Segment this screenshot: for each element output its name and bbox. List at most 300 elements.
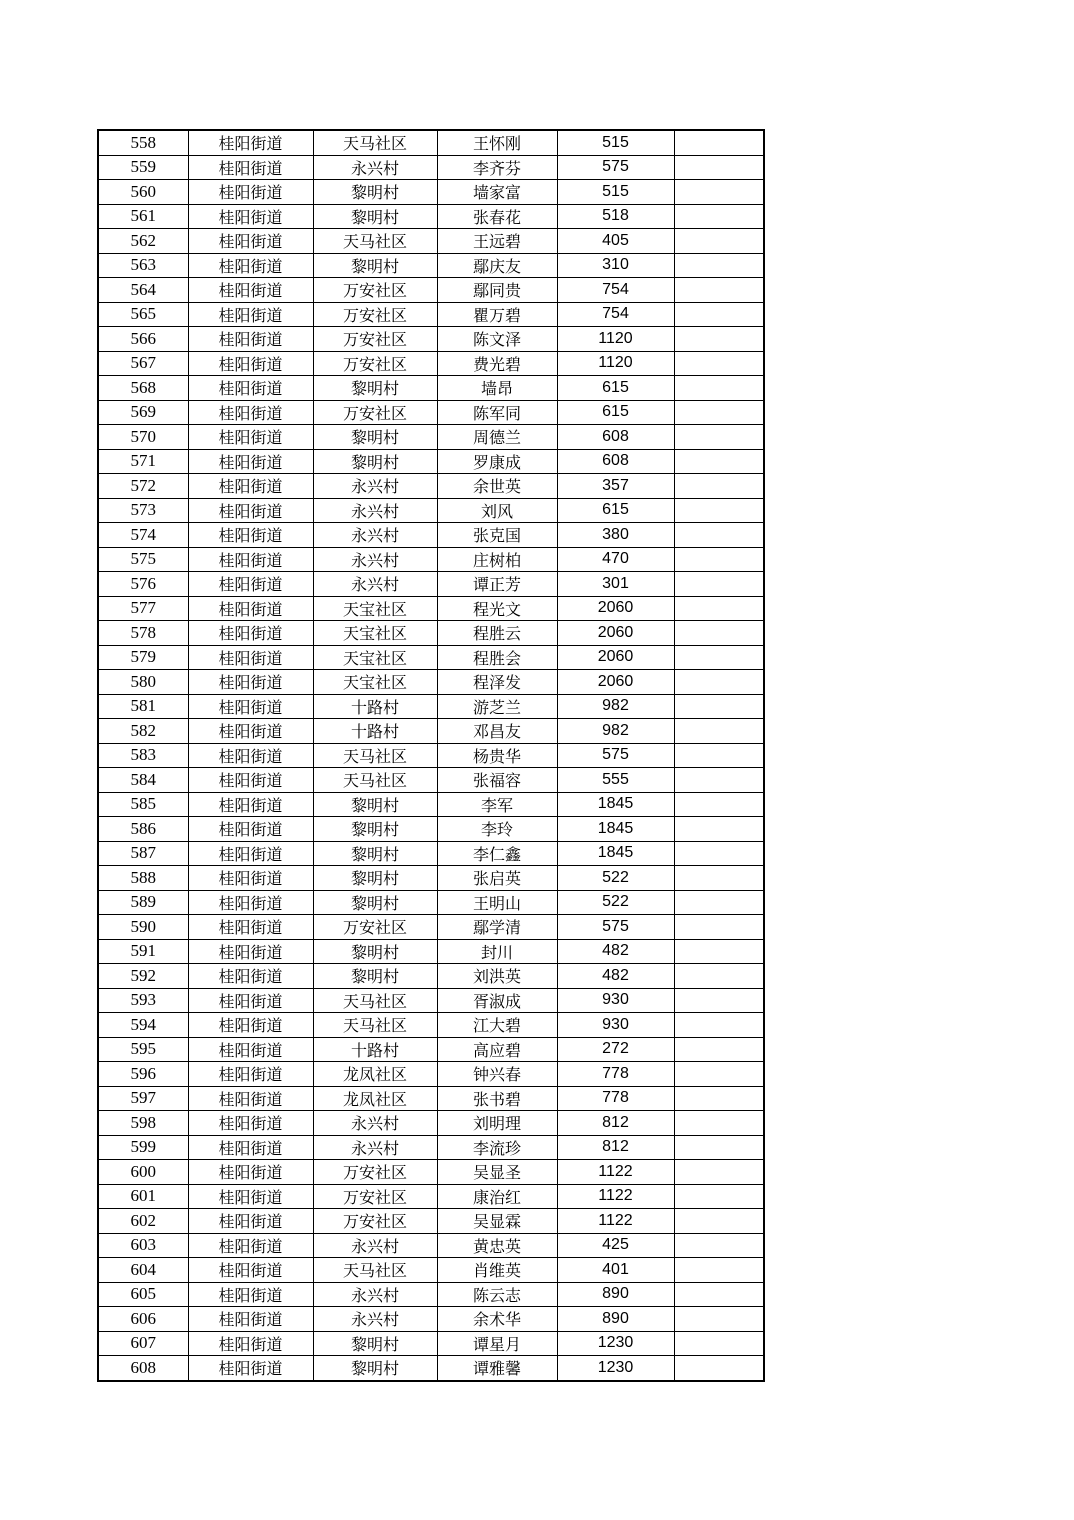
table-row [98, 425, 764, 450]
amount-cell: 982 [557, 719, 674, 744]
row-number-cell: 601 [98, 1184, 188, 1209]
note-cell [674, 229, 764, 254]
community-cell: 天宝社区 [313, 670, 437, 695]
table-row [98, 939, 764, 964]
table-row [98, 1258, 764, 1283]
street-cell: 桂阳街道 [188, 400, 313, 425]
note-cell [674, 1111, 764, 1136]
street-cell: 桂阳街道 [188, 1160, 313, 1185]
street-cell: 桂阳街道 [188, 817, 313, 842]
note-cell [674, 327, 764, 352]
table-row [98, 1037, 764, 1062]
table-row [98, 474, 764, 499]
row-number-cell: 600 [98, 1160, 188, 1185]
row-number-cell: 582 [98, 719, 188, 744]
table-row [98, 523, 764, 548]
table-row [98, 719, 764, 744]
street-cell: 桂阳街道 [188, 1111, 313, 1136]
street-cell: 桂阳街道 [188, 1331, 313, 1356]
note-cell [674, 1331, 764, 1356]
street-cell: 桂阳街道 [188, 964, 313, 989]
row-number-cell: 603 [98, 1233, 188, 1258]
note-cell [674, 621, 764, 646]
amount-cell: 482 [557, 964, 674, 989]
table-row [98, 1356, 764, 1381]
community-cell: 黎明村 [313, 449, 437, 474]
amount-cell: 890 [557, 1282, 674, 1307]
amount-cell: 522 [557, 866, 674, 891]
community-cell: 天马社区 [313, 988, 437, 1013]
name-cell: 陈军同 [437, 400, 557, 425]
street-cell: 桂阳街道 [188, 1209, 313, 1234]
amount-cell: 778 [557, 1086, 674, 1111]
street-cell: 桂阳街道 [188, 498, 313, 523]
row-number-cell: 571 [98, 449, 188, 474]
amount-cell: 310 [557, 253, 674, 278]
community-cell: 十路村 [313, 694, 437, 719]
table-row [98, 302, 764, 327]
amount-cell: 2060 [557, 645, 674, 670]
row-number-cell: 563 [98, 253, 188, 278]
community-cell: 龙凤社区 [313, 1062, 437, 1087]
table-row [98, 1086, 764, 1111]
table-row [98, 229, 764, 254]
street-cell: 桂阳街道 [188, 1184, 313, 1209]
note-cell [674, 1209, 764, 1234]
street-cell: 桂阳街道 [188, 1307, 313, 1332]
name-cell: 封川 [437, 939, 557, 964]
table-row [98, 1111, 764, 1136]
name-cell: 吴显霖 [437, 1209, 557, 1234]
row-number-cell: 566 [98, 327, 188, 352]
table-row [98, 572, 764, 597]
row-number-cell: 574 [98, 523, 188, 548]
row-number-cell: 594 [98, 1013, 188, 1038]
amount-cell: 2060 [557, 596, 674, 621]
amount-cell: 518 [557, 204, 674, 229]
community-cell: 天马社区 [313, 1013, 437, 1038]
name-cell: 李仁鑫 [437, 841, 557, 866]
note-cell [674, 572, 764, 597]
row-number-cell: 607 [98, 1331, 188, 1356]
street-cell: 桂阳街道 [188, 1258, 313, 1283]
community-cell: 黎明村 [313, 204, 437, 229]
note-cell [674, 1356, 764, 1381]
row-number-cell: 597 [98, 1086, 188, 1111]
note-cell [674, 449, 764, 474]
street-cell: 桂阳街道 [188, 1233, 313, 1258]
note-cell [674, 130, 764, 155]
table-row [98, 180, 764, 205]
note-cell [674, 743, 764, 768]
community-cell: 万安社区 [313, 400, 437, 425]
community-cell: 万安社区 [313, 1209, 437, 1234]
row-number-cell: 564 [98, 278, 188, 303]
community-cell: 天宝社区 [313, 596, 437, 621]
name-cell: 高应碧 [437, 1037, 557, 1062]
community-cell: 永兴村 [313, 474, 437, 499]
row-number-cell: 565 [98, 302, 188, 327]
note-cell [674, 596, 764, 621]
amount-cell: 575 [557, 155, 674, 180]
table-row [98, 1135, 764, 1160]
name-cell: 吴显圣 [437, 1160, 557, 1185]
amount-cell: 1122 [557, 1184, 674, 1209]
name-cell: 王怀刚 [437, 130, 557, 155]
row-number-cell: 591 [98, 939, 188, 964]
row-number-cell: 562 [98, 229, 188, 254]
table-row [98, 866, 764, 891]
amount-cell: 754 [557, 278, 674, 303]
amount-cell: 2060 [557, 670, 674, 695]
note-cell [674, 498, 764, 523]
amount-cell: 812 [557, 1111, 674, 1136]
street-cell: 桂阳街道 [188, 866, 313, 891]
note-cell [674, 1062, 764, 1087]
note-cell [674, 890, 764, 915]
community-cell: 天宝社区 [313, 621, 437, 646]
community-cell: 万安社区 [313, 1184, 437, 1209]
row-number-cell: 569 [98, 400, 188, 425]
community-cell: 永兴村 [313, 1282, 437, 1307]
community-cell: 黎明村 [313, 792, 437, 817]
note-cell [674, 1184, 764, 1209]
street-cell: 桂阳街道 [188, 204, 313, 229]
table-row [98, 817, 764, 842]
amount-cell: 930 [557, 988, 674, 1013]
community-cell: 黎明村 [313, 1356, 437, 1381]
row-number-cell: 579 [98, 645, 188, 670]
street-cell: 桂阳街道 [188, 474, 313, 499]
name-cell: 胥淑成 [437, 988, 557, 1013]
amount-cell: 425 [557, 1233, 674, 1258]
amount-cell: 615 [557, 376, 674, 401]
note-cell [674, 1135, 764, 1160]
community-cell: 永兴村 [313, 1135, 437, 1160]
name-cell: 李军 [437, 792, 557, 817]
name-cell: 李玲 [437, 817, 557, 842]
name-cell: 鄢庆友 [437, 253, 557, 278]
street-cell: 桂阳街道 [188, 841, 313, 866]
row-number-cell: 606 [98, 1307, 188, 1332]
table-row [98, 327, 764, 352]
row-number-cell: 592 [98, 964, 188, 989]
community-cell: 万安社区 [313, 278, 437, 303]
note-cell [674, 1258, 764, 1283]
community-cell: 十路村 [313, 719, 437, 744]
amount-cell: 575 [557, 743, 674, 768]
note-cell [674, 792, 764, 817]
name-cell: 张福容 [437, 768, 557, 793]
name-cell: 周德兰 [437, 425, 557, 450]
name-cell: 刘明理 [437, 1111, 557, 1136]
note-cell [674, 253, 764, 278]
street-cell: 桂阳街道 [188, 719, 313, 744]
note-cell [674, 719, 764, 744]
note-cell [674, 547, 764, 572]
community-cell: 黎明村 [313, 1331, 437, 1356]
name-cell: 余世英 [437, 474, 557, 499]
table-row [98, 621, 764, 646]
street-cell: 桂阳街道 [188, 670, 313, 695]
community-cell: 万安社区 [313, 302, 437, 327]
name-cell: 张克国 [437, 523, 557, 548]
name-cell: 鄢学清 [437, 915, 557, 940]
amount-cell: 405 [557, 229, 674, 254]
community-cell: 黎明村 [313, 253, 437, 278]
amount-cell: 1230 [557, 1331, 674, 1356]
row-number-cell: 567 [98, 351, 188, 376]
community-cell: 龙凤社区 [313, 1086, 437, 1111]
name-cell: 张启英 [437, 866, 557, 891]
table-row [98, 743, 764, 768]
community-cell: 天马社区 [313, 768, 437, 793]
street-cell: 桂阳街道 [188, 449, 313, 474]
row-number-cell: 599 [98, 1135, 188, 1160]
community-cell: 永兴村 [313, 1233, 437, 1258]
row-number-cell: 561 [98, 204, 188, 229]
name-cell: 李齐芬 [437, 155, 557, 180]
name-cell: 谭星月 [437, 1331, 557, 1356]
table-row [98, 1307, 764, 1332]
note-cell [674, 1037, 764, 1062]
community-cell: 天宝社区 [313, 645, 437, 670]
amount-cell: 615 [557, 498, 674, 523]
row-number-cell: 573 [98, 498, 188, 523]
row-number-cell: 598 [98, 1111, 188, 1136]
table-row [98, 841, 764, 866]
community-cell: 永兴村 [313, 155, 437, 180]
amount-cell: 555 [557, 768, 674, 793]
name-cell: 程泽发 [437, 670, 557, 695]
name-cell: 江大碧 [437, 1013, 557, 1038]
name-cell: 刘风 [437, 498, 557, 523]
community-cell: 天马社区 [313, 1258, 437, 1283]
street-cell: 桂阳街道 [188, 1356, 313, 1381]
community-cell: 永兴村 [313, 523, 437, 548]
table-row [98, 376, 764, 401]
community-cell: 天马社区 [313, 229, 437, 254]
table-row [98, 1282, 764, 1307]
note-cell [674, 351, 764, 376]
row-number-cell: 608 [98, 1356, 188, 1381]
name-cell: 谭雅馨 [437, 1356, 557, 1381]
amount-cell: 982 [557, 694, 674, 719]
street-cell: 桂阳街道 [188, 915, 313, 940]
row-number-cell: 604 [98, 1258, 188, 1283]
community-cell: 黎明村 [313, 376, 437, 401]
name-cell: 罗康成 [437, 449, 557, 474]
street-cell: 桂阳街道 [188, 130, 313, 155]
note-cell [674, 964, 764, 989]
street-cell: 桂阳街道 [188, 1135, 313, 1160]
name-cell: 费光碧 [437, 351, 557, 376]
table-row [98, 204, 764, 229]
street-cell: 桂阳街道 [188, 988, 313, 1013]
note-cell [674, 670, 764, 695]
name-cell: 杨贵华 [437, 743, 557, 768]
amount-cell: 890 [557, 1307, 674, 1332]
name-cell: 谭正芳 [437, 572, 557, 597]
street-cell: 桂阳街道 [188, 792, 313, 817]
table-row [98, 694, 764, 719]
amount-cell: 515 [557, 130, 674, 155]
street-cell: 桂阳街道 [188, 768, 313, 793]
community-cell: 黎明村 [313, 841, 437, 866]
name-cell: 程胜云 [437, 621, 557, 646]
note-cell [674, 841, 764, 866]
amount-cell: 608 [557, 449, 674, 474]
table-row [98, 130, 764, 155]
table-row [98, 964, 764, 989]
amount-cell: 1845 [557, 792, 674, 817]
table-row [98, 1062, 764, 1087]
street-cell: 桂阳街道 [188, 1062, 313, 1087]
street-cell: 桂阳街道 [188, 425, 313, 450]
table-row [98, 768, 764, 793]
table-body [98, 130, 764, 1381]
row-number-cell: 605 [98, 1282, 188, 1307]
street-cell: 桂阳街道 [188, 694, 313, 719]
community-cell: 十路村 [313, 1037, 437, 1062]
table-row [98, 449, 764, 474]
amount-cell: 401 [557, 1258, 674, 1283]
table-row [98, 253, 764, 278]
amount-cell: 272 [557, 1037, 674, 1062]
note-cell [674, 376, 764, 401]
note-cell [674, 400, 764, 425]
street-cell: 桂阳街道 [188, 743, 313, 768]
amount-cell: 1122 [557, 1209, 674, 1234]
street-cell: 桂阳街道 [188, 1037, 313, 1062]
street-cell: 桂阳街道 [188, 1013, 313, 1038]
amount-cell: 1120 [557, 327, 674, 352]
name-cell: 陈文泽 [437, 327, 557, 352]
note-cell [674, 204, 764, 229]
community-cell: 黎明村 [313, 180, 437, 205]
community-cell: 黎明村 [313, 890, 437, 915]
table-row [98, 988, 764, 1013]
note-cell [674, 278, 764, 303]
note-cell [674, 1233, 764, 1258]
note-cell [674, 1160, 764, 1185]
amount-cell: 522 [557, 890, 674, 915]
row-number-cell: 586 [98, 817, 188, 842]
table-row [98, 498, 764, 523]
community-cell: 万安社区 [313, 351, 437, 376]
name-cell: 瞿万碧 [437, 302, 557, 327]
street-cell: 桂阳街道 [188, 351, 313, 376]
name-cell: 陈云志 [437, 1282, 557, 1307]
note-cell [674, 694, 764, 719]
note-cell [674, 1307, 764, 1332]
row-number-cell: 593 [98, 988, 188, 1013]
note-cell [674, 1086, 764, 1111]
amount-cell: 515 [557, 180, 674, 205]
amount-cell: 608 [557, 425, 674, 450]
name-cell: 张书碧 [437, 1086, 557, 1111]
street-cell: 桂阳街道 [188, 939, 313, 964]
street-cell: 桂阳街道 [188, 155, 313, 180]
row-number-cell: 585 [98, 792, 188, 817]
table-row [98, 1209, 764, 1234]
row-number-cell: 595 [98, 1037, 188, 1062]
table-row [98, 596, 764, 621]
name-cell: 王明山 [437, 890, 557, 915]
amount-cell: 301 [557, 572, 674, 597]
table-row [98, 1331, 764, 1356]
row-number-cell: 584 [98, 768, 188, 793]
table-row [98, 915, 764, 940]
amount-cell: 930 [557, 1013, 674, 1038]
table-row [98, 1160, 764, 1185]
table-row [98, 670, 764, 695]
community-cell: 黎明村 [313, 425, 437, 450]
note-cell [674, 768, 764, 793]
community-cell: 永兴村 [313, 1307, 437, 1332]
name-cell: 刘洪英 [437, 964, 557, 989]
table-row [98, 155, 764, 180]
row-number-cell: 583 [98, 743, 188, 768]
amount-cell: 1230 [557, 1356, 674, 1381]
row-number-cell: 577 [98, 596, 188, 621]
street-cell: 桂阳街道 [188, 645, 313, 670]
amount-cell: 380 [557, 523, 674, 548]
row-number-cell: 589 [98, 890, 188, 915]
row-number-cell: 568 [98, 376, 188, 401]
amount-cell: 1122 [557, 1160, 674, 1185]
note-cell [674, 1282, 764, 1307]
community-cell: 万安社区 [313, 915, 437, 940]
note-cell [674, 915, 764, 940]
community-cell: 天马社区 [313, 130, 437, 155]
row-number-cell: 559 [98, 155, 188, 180]
amount-cell: 575 [557, 915, 674, 940]
amount-cell: 1845 [557, 817, 674, 842]
table-row [98, 645, 764, 670]
name-cell: 邓昌友 [437, 719, 557, 744]
amount-cell: 754 [557, 302, 674, 327]
name-cell: 张春花 [437, 204, 557, 229]
street-cell: 桂阳街道 [188, 180, 313, 205]
table-row [98, 351, 764, 376]
note-cell [674, 817, 764, 842]
street-cell: 桂阳街道 [188, 890, 313, 915]
street-cell: 桂阳街道 [188, 621, 313, 646]
note-cell [674, 645, 764, 670]
amount-cell: 1845 [557, 841, 674, 866]
row-number-cell: 587 [98, 841, 188, 866]
community-cell: 永兴村 [313, 547, 437, 572]
row-number-cell: 560 [98, 180, 188, 205]
community-cell: 永兴村 [313, 1111, 437, 1136]
data-table [97, 129, 765, 1382]
community-cell: 万安社区 [313, 1160, 437, 1185]
community-cell: 永兴村 [313, 498, 437, 523]
name-cell: 鄢同贵 [437, 278, 557, 303]
amount-cell: 470 [557, 547, 674, 572]
table-row [98, 1013, 764, 1038]
amount-cell: 778 [557, 1062, 674, 1087]
amount-cell: 357 [557, 474, 674, 499]
name-cell: 王远碧 [437, 229, 557, 254]
note-cell [674, 939, 764, 964]
note-cell [674, 155, 764, 180]
street-cell: 桂阳街道 [188, 596, 313, 621]
community-cell: 黎明村 [313, 866, 437, 891]
name-cell: 康治红 [437, 1184, 557, 1209]
community-cell: 天马社区 [313, 743, 437, 768]
